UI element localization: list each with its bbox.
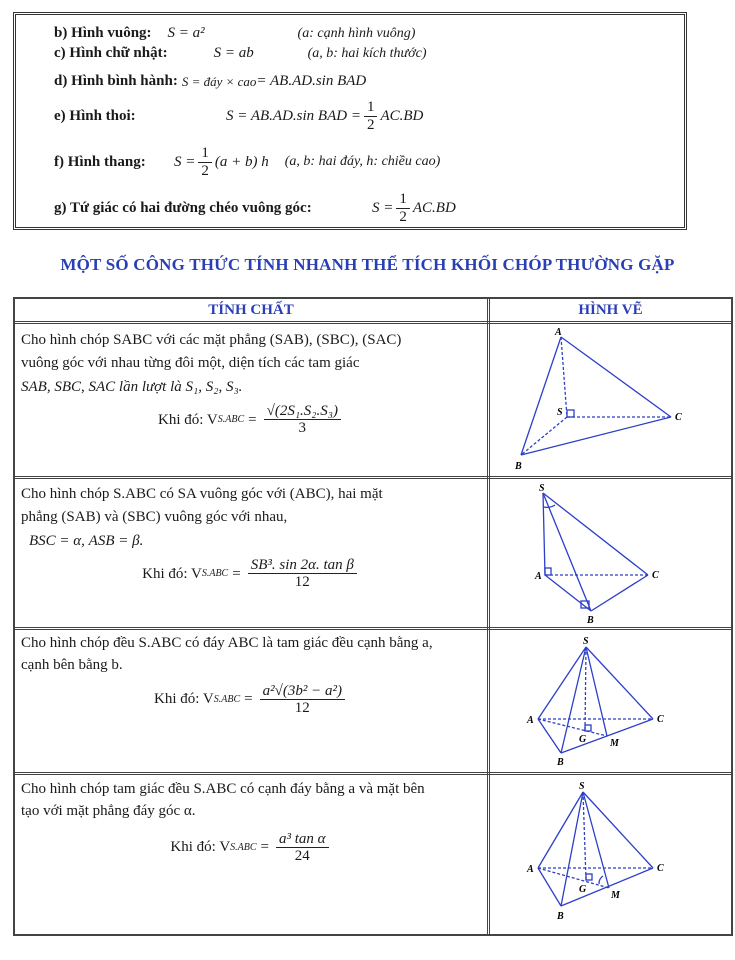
formula-perpendicular-diagonals: g) Tứ giác có hai đường chéo vuông góc: S = $\frac{1}{2}$ AC.BD [54, 191, 456, 225]
formula-parallelogram: d) Hình bình hành: S = đáy × cao = AB.AD.sin BAD [54, 73, 367, 89]
row-1-result: Khi đó: V S.ABC = $\frac{\text{√(2S₁.S₂.S₃)}}{3}$ [21, 403, 481, 438]
label-g: G [579, 884, 587, 895]
label-b: B [557, 911, 564, 922]
label-a: A [555, 327, 562, 338]
row-divider [15, 476, 731, 479]
label-c: C [675, 412, 682, 423]
label-s: S [583, 636, 589, 647]
formula-rectangle: c) Hình chữ nhật: S = ab (a, b: hai kích thước) [54, 45, 427, 61]
label-a: A [527, 864, 534, 875]
volume-fraction: $\frac{\text{√(2S₁.S₂.S₃)}}{3}$ [264, 403, 341, 438]
volume-fraction: $\frac{\text{SB³. sin 2α. tan β}}{12}$ [248, 557, 357, 592]
row-2-text: Cho hình chóp S.ABC có SA vuông góc với (ABC), hai mặt phẳng (SAB) và (SBC) vuông góc với nhau, BSC = α, ASB = β. Khi đó: V S.ABC = $\frac{\text{SB³. sin 2α. tan β}}{12}$ [21, 483, 481, 592]
fraction-half: $\frac{1}{2}$ [364, 99, 378, 134]
label-b: B [557, 757, 564, 768]
label-c: C [657, 863, 664, 874]
section-heading: MỘT SỐ CÔNG THỨC TÍNH NHANH THỂ TÍCH KHỐI CHÓP THƯỜNG GẶP [60, 255, 675, 274]
row-4-text: Cho hình chóp tam giác đều S.ABC có cạnh đáy bằng a và mặt bên tạo với mặt phẳng đáy góc α. Khi đó: V S.ABC = $\frac{\text{a³ tan α}}{24}$ [21, 779, 481, 865]
row-3-result: Khi đó: V S.ABC = $\frac{\text{a²√(3b² − a²)}}{12}$ [21, 683, 481, 718]
row-2-result: Khi đó: V S.ABC = $\frac{\text{SB³. sin 2α. tan β}}{12}$ [21, 557, 481, 592]
label-m: M [611, 890, 620, 901]
row-divider [15, 772, 731, 775]
figure-sa-perpendicular-pyramid [493, 481, 731, 625]
header-property: TÍNH CHẤT [208, 302, 294, 318]
volume-formula-table [13, 297, 733, 936]
label-a: A [535, 571, 542, 582]
figure-regular-pyramid-angle [493, 776, 731, 934]
volume-fraction: $\frac{\text{a²√(3b² − a²)}}{12}$ [260, 683, 345, 718]
label-c: C [657, 714, 664, 725]
header-figure: HÌNH VẼ [578, 302, 643, 318]
formula-rhombus: e) Hình thoi: S = AB.AD.sin BAD = $\frac{1}{2}$ AC.BD [54, 99, 424, 133]
label-a: A [527, 715, 534, 726]
label-m: M [610, 738, 619, 749]
volume-fraction: $\frac{\text{a³ tan α}}{24}$ [276, 831, 329, 866]
column-divider [487, 299, 490, 934]
formula-square: b) Hình vuông: S = a² (a: cạnh hình vuông) [54, 25, 416, 41]
label-s: S [579, 781, 585, 792]
fraction-half: $\frac{1}{2}$ [198, 145, 212, 180]
area-formulas-box [13, 12, 687, 230]
row-4-result: Khi đó: V S.ABC = $\frac{\text{a³ tan α}}{24}$ [21, 831, 481, 866]
label-b: B [515, 461, 522, 472]
row-divider [15, 627, 731, 630]
row-divider [15, 321, 731, 324]
figure-trirectangular-pyramid [493, 325, 731, 473]
label-s: S [539, 483, 545, 494]
fraction-half: $\frac{1}{2}$ [396, 191, 410, 226]
label-c: C [652, 570, 659, 581]
figure-regular-pyramid [493, 631, 731, 771]
row-3-text: Cho hình chóp đều S.ABC có đáy ABC là tam giác đều cạnh bằng a, cạnh bên bằng b. Khi đó: V S.ABC = $\frac{\text{a²√(3b² − a²)}}{12}$ [21, 633, 481, 717]
label-g: G [579, 734, 587, 745]
label-s: S [557, 407, 563, 418]
formula-trapezoid: f) Hình thang: S = $\frac{1}{2}$ (a + b) h (a, b: hai đáy, h: chiều cao) [54, 145, 441, 179]
row-1-text: Cho hình chóp SABC với các mặt phẳng (SAB), (SBC), (SAC) vuông góc với nhau từng đôi một, diện tích các tam giác SAB, SBC, SAC lần lượt là S₁, S₂, S₃. Khi đó: V S.ABC = $\frac{\text{√(2S₁.S₂.S₃)}}{3}$ [21, 329, 481, 438]
label-b: B [587, 615, 594, 625]
